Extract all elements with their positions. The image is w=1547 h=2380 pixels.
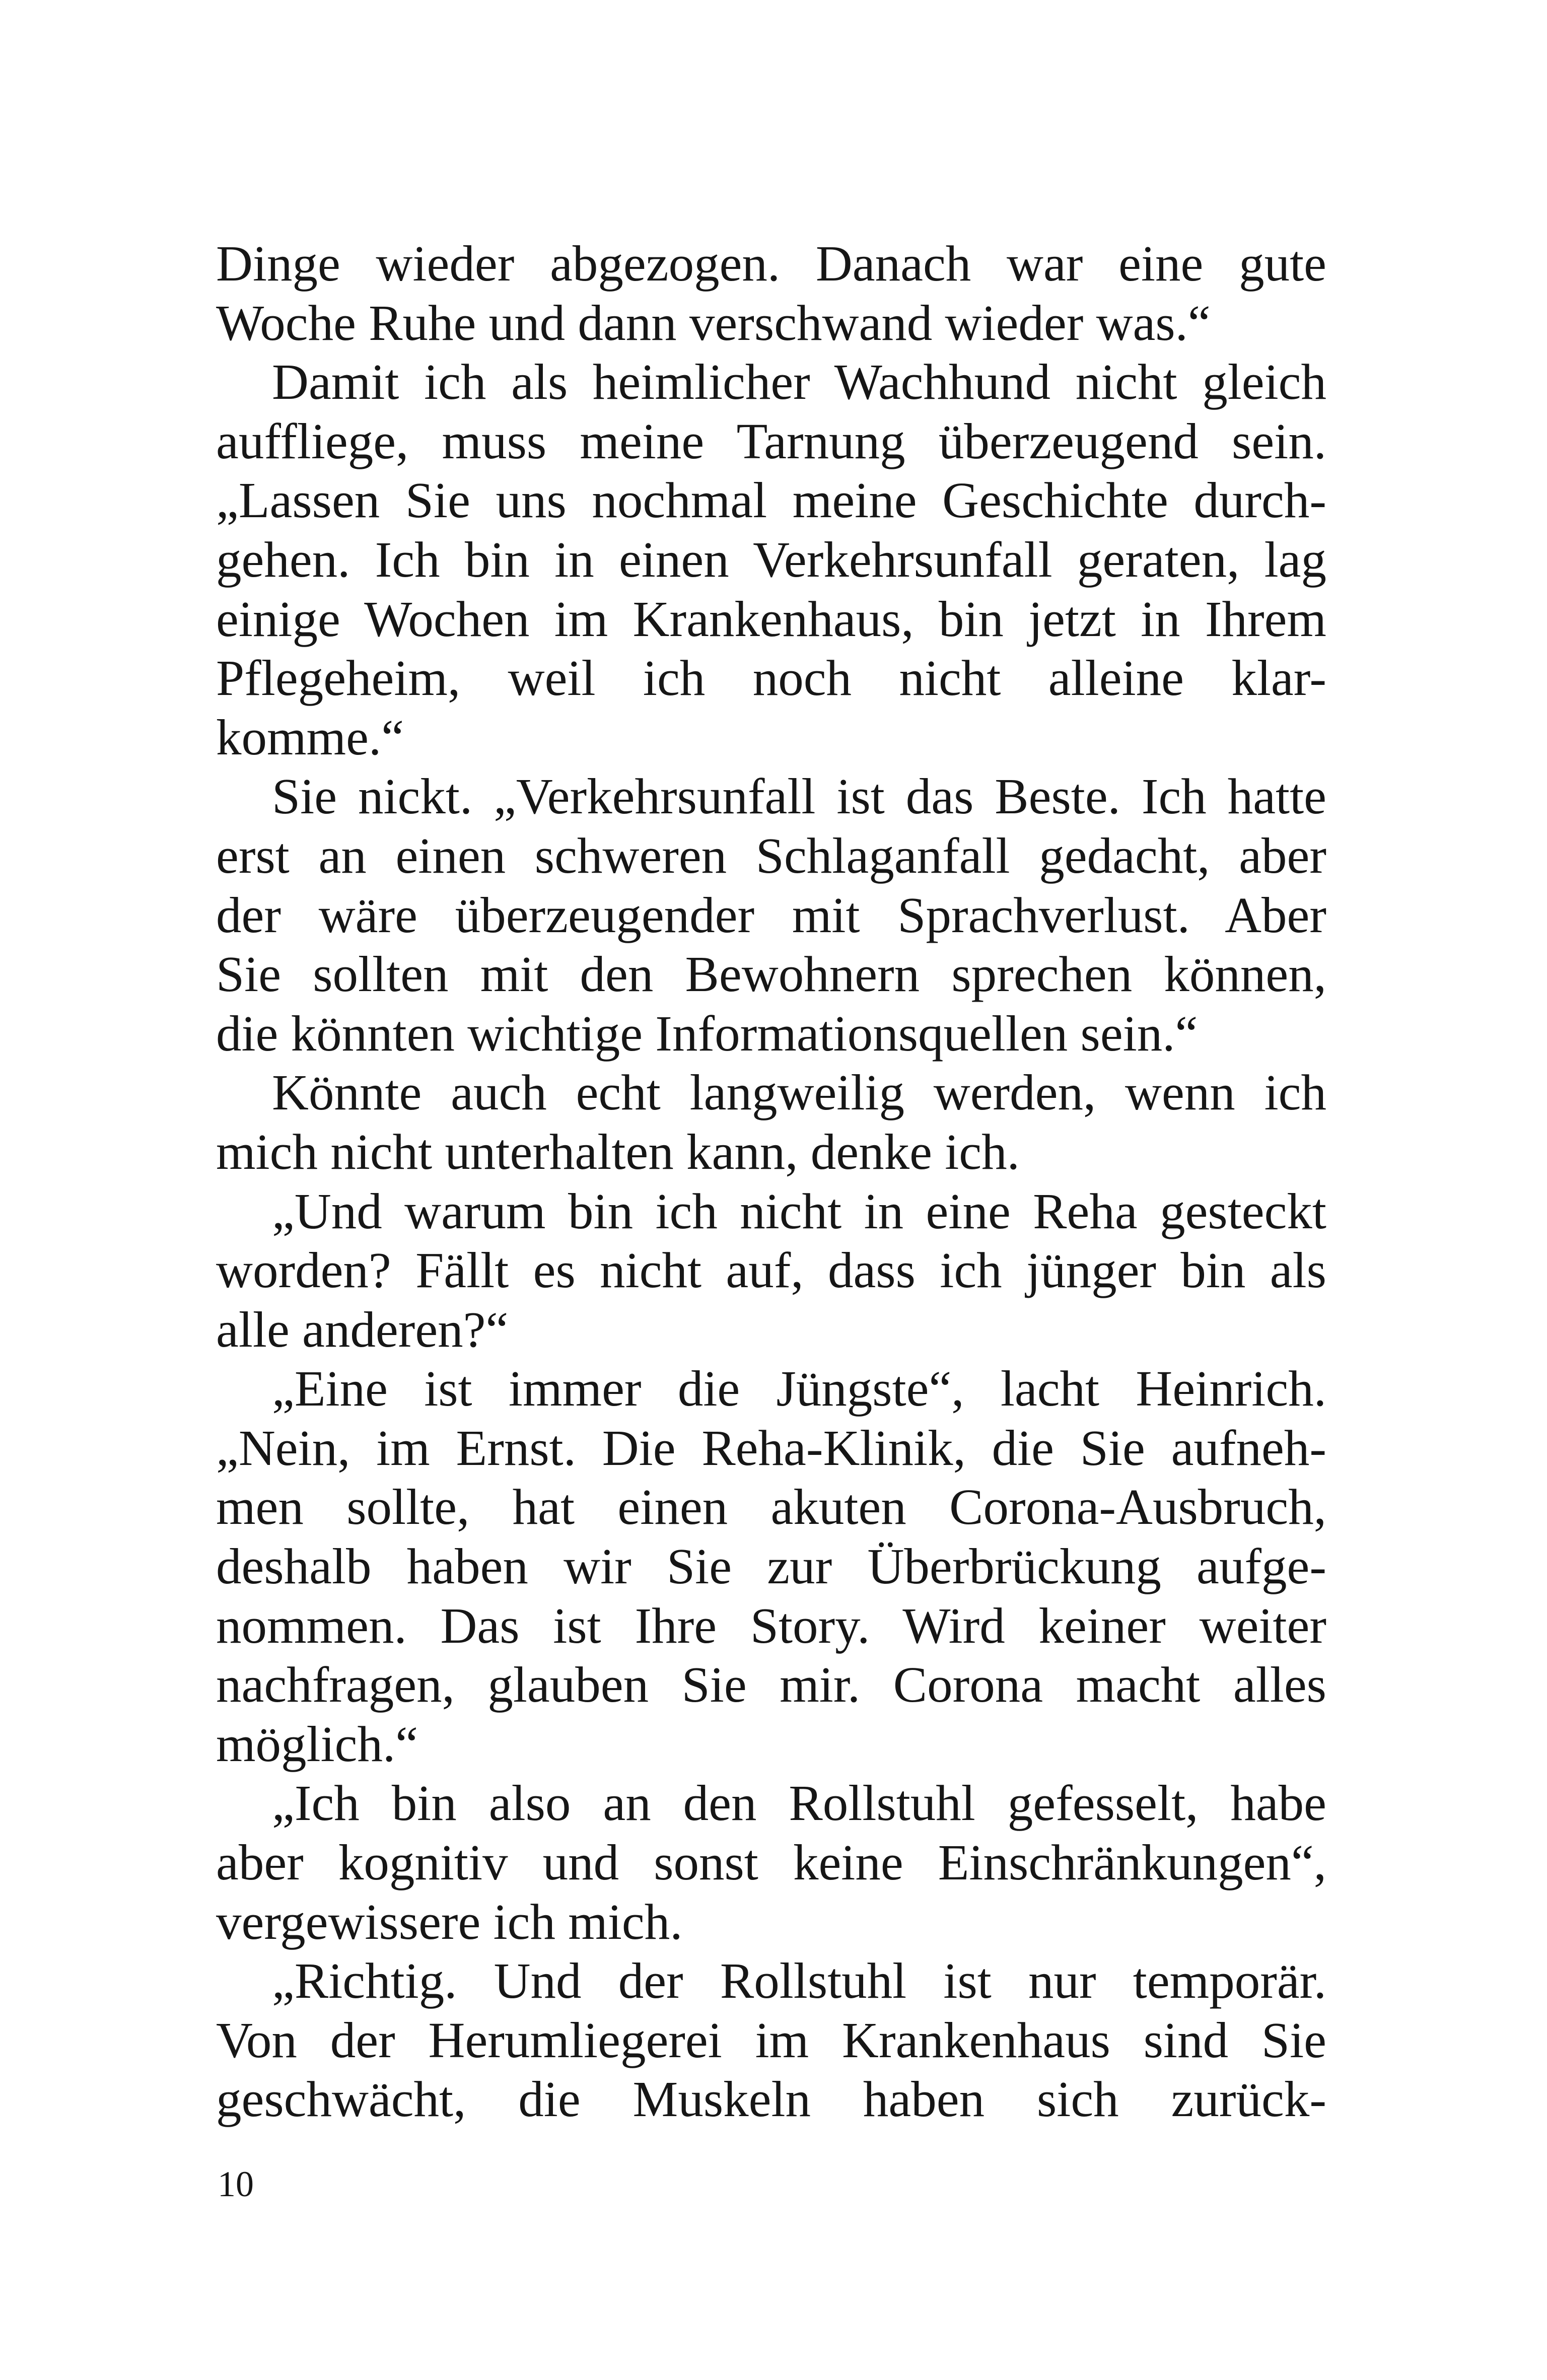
page-number: 10 (218, 2164, 254, 2204)
text-line: nachfragen, glauben Sie mir. Corona macht alles (216, 1656, 1326, 1713)
text-line: der wäre überzeugender mit Sprachverlust. Aber (216, 886, 1326, 943)
text-line: komme.“ (216, 709, 404, 765)
text-line: möglich.“ (216, 1715, 418, 1772)
text-line: Von der Herumliegerei im Krankenhaus sind Sie (216, 2011, 1326, 2068)
text-line: gehen. Ich bin in einen Verkehrsunfall geraten, lag (216, 531, 1326, 588)
text-line: Pflegeheim, weil ich noch nicht alleine klar- (216, 650, 1326, 707)
text-line: auffliege, muss meine Tarnung überzeugend sein. (216, 412, 1326, 469)
text-line: alle anderen?“ (216, 1301, 509, 1358)
text-line: „Lassen Sie uns nochmal meine Geschichte durch- (216, 472, 1326, 529)
body-text (216, 234, 1326, 2129)
text-line: „Ich bin also an den Rollstuhl gefesselt, habe (272, 1775, 1326, 1832)
text-line: worden? Fällt es nicht auf, dass ich jünger bin als (216, 1242, 1326, 1299)
text-line: Woche Ruhe und dann verschwand wieder was.“ (216, 294, 1211, 351)
text-line: mich nicht unterhalten kann, denke ich. (216, 1123, 1020, 1180)
text-line: geschwächt, die Muskeln haben sich zurück- (216, 2071, 1326, 2128)
text-line: Sie nickt. „Verkehrsunfall ist das Beste. Ich hatte (272, 768, 1326, 825)
text-line: erst an einen schweren Schlaganfall gedacht, aber (216, 827, 1326, 884)
text-line: aber kognitiv und sonst keine Einschränkungen“, (216, 1834, 1326, 1891)
text-line: Sie sollten mit den Bewohnern sprechen können, (216, 946, 1326, 1003)
text-line: Damit ich als heimlicher Wachhund nicht gleich (272, 354, 1326, 410)
text-line: „Richtig. Und der Rollstuhl ist nur temporär. (272, 1952, 1326, 2009)
text-line: Könnte auch echt langweilig werden, wenn ich (272, 1064, 1326, 1121)
text-line: einige Wochen im Krankenhaus, bin jetzt in Ihrem (216, 590, 1326, 647)
text-line: vergewissere ich mich. (216, 1893, 683, 1950)
text-line: „Eine ist immer die Jüngste“, lacht Heinrich. (272, 1360, 1326, 1417)
text-line: „Und warum bin ich nicht in eine Reha gesteckt (272, 1182, 1326, 1239)
text-line: Dinge wieder abgezogen. Danach war eine gute (216, 235, 1326, 292)
text-line: men sollte, hat einen akuten Corona-Ausbruch, (216, 1479, 1326, 1535)
text-line: „Nein, im Ernst. Die Reha-Klinik, die Sie aufneh- (216, 1419, 1326, 1476)
text-line: die könnten wichtige Informationsquellen sein.“ (216, 1005, 1198, 1062)
text-line: nommen. Das ist Ihre Story. Wird keiner weiter (216, 1597, 1326, 1654)
text-line: deshalb haben wir Sie zur Überbrückung aufge- (216, 1538, 1326, 1595)
